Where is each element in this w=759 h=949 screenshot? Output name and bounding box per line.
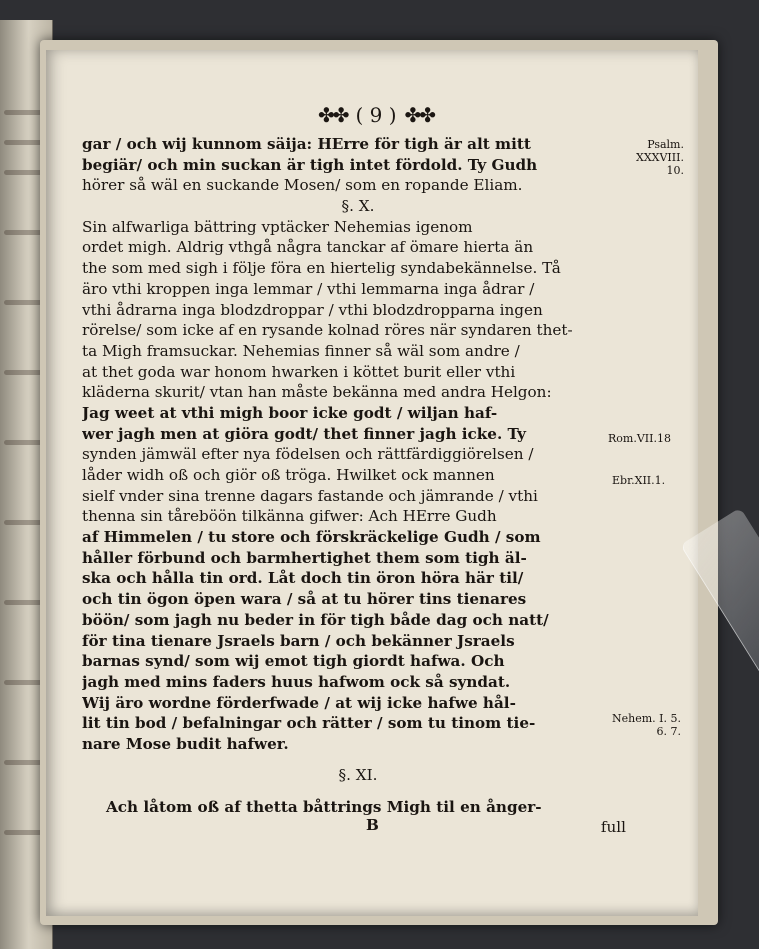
text-line: wer jagh men at giöra godt/ thet finner jagh icke. Ty xyxy=(82,424,527,443)
page-header xyxy=(276,102,476,128)
text-line: rörelse/ som icke af en rysande kolnad röres när syndaren thet- xyxy=(82,321,573,340)
text-line: at thet goda war honom hwarken i köttet burit eller vthi xyxy=(82,362,516,381)
text-line: nare Mose budit hafwer. xyxy=(82,734,289,753)
text-line: the som med sigh i följe föra en hiertelig syndabekännelse. Tå xyxy=(82,259,561,278)
text-line: Jag weet at vthi migh boor icke godt / wiljan haf- xyxy=(82,403,498,422)
text-line: böön/ som jagh nu beder in för tigh både dag och natt/ xyxy=(82,610,549,629)
text-line: Sin alfwarliga bättring vptäcker Nehemias igenom xyxy=(82,217,473,236)
text-line: och tin ögon öpen wara / så at tu hörer tins tienares xyxy=(82,590,527,609)
text-line: låder widh oß och giör oß tröga. Hwilket ock mannen xyxy=(82,466,495,484)
text-line: äro vthi kroppen inga lemmar / vthi lemmarna inga ådrar / xyxy=(82,279,535,298)
text-line: af Himmelen / tu store och förskräckelige Gudh / som xyxy=(82,528,541,547)
text-line: thenna sin tåreböön tilkänna gifwer: Ach HErre Gudh xyxy=(82,507,497,526)
ornament-right-icon: ✤✤ xyxy=(404,103,435,127)
text-line: håller förbund och barmhertighet them som tigh äl- xyxy=(82,548,527,567)
text-line: vthi ådrarna inga blodzdroppar / vthi blodzdropparna ingen xyxy=(82,300,543,319)
text-line: ta Migh framsuckar. Nehemias finner så wäl som andre / xyxy=(82,341,520,360)
text-line: begiär/ och min suckan är tigh intet fördold. Ty Gudh xyxy=(82,155,538,174)
text-line: för tina tienare Jsraels barn / och bekänner Jsraels xyxy=(82,631,515,650)
text-line: kläderna skurit/ vtan han måste bekänna med andra Helgon: xyxy=(82,383,552,402)
text-line: hörer så wäl en suckande Mosen/ som en ropande Eliam. xyxy=(82,176,523,195)
main-text xyxy=(82,134,634,785)
text-line: jagh med mins faders huus hafwom ock så syndat. xyxy=(82,672,511,691)
catch-line: Ach låtom oß af thetta båttrings Migh til en ånger- xyxy=(106,798,542,816)
signature-mark: B xyxy=(366,816,379,834)
text-line: barnas synd/ som wij emot tigh giordt hafwa. Och xyxy=(82,652,505,671)
margin-note-psalm: Psalm. XXXVIII. 10. xyxy=(636,138,684,177)
ornament-left-icon: ✤✤ xyxy=(317,103,348,127)
margin-note-ebr: Ebr.XII.1. xyxy=(612,474,666,487)
text-line: synden jämwäl efter nya födelsen och rättfärdiggiörelsen / xyxy=(82,445,534,464)
text-line: ordet migh. Aldrig vthgå några tanckar af ömare hierta än xyxy=(82,238,534,257)
text-line: Wij äro wordne förderfwade / at wij icke hafwe hål- xyxy=(82,693,516,712)
catchword: full xyxy=(600,818,626,836)
text-line: lit tin bod / befalningar och rätter / som tu tinom tie- xyxy=(82,714,536,733)
text-line: gar / och wij kunnom säija: HErre för tigh är alt mitt xyxy=(82,135,531,153)
book-page xyxy=(46,50,698,916)
text-line: ska och hålla tin ord. Låt doch tin öron höra här til/ xyxy=(82,569,524,588)
catch-row xyxy=(106,798,626,836)
page-number: ( 9 ) xyxy=(355,103,397,127)
section-heading-x: §. X. xyxy=(341,197,375,216)
margin-note-nehem: Nehem. I. 5. 6. 7. xyxy=(612,712,681,738)
section-heading-xi: §. XI. xyxy=(338,765,378,784)
text-line: sielf vnder sina trenne dagars fastande och jämrande / vthi xyxy=(82,486,538,505)
margin-note-rom: Rom.VII.18 xyxy=(608,432,671,445)
